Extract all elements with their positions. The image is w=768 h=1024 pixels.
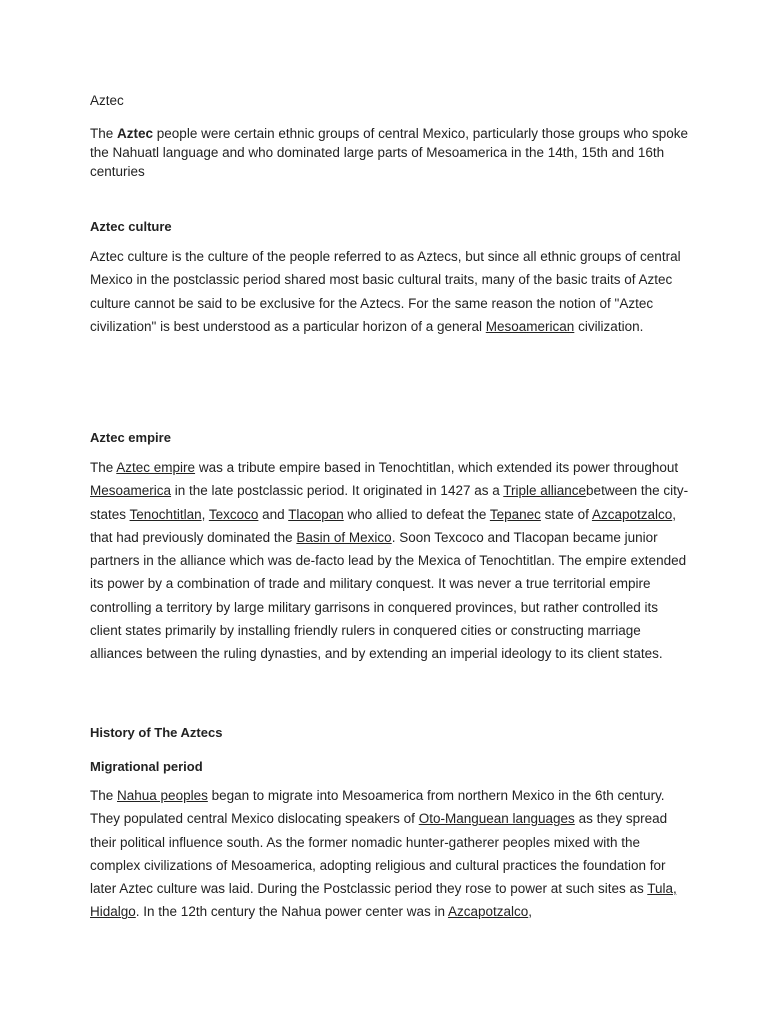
empire-text: was a tribute empire based in Tenochtitlan, which extended its power throughout [195, 460, 679, 475]
link-azcapotzalco-2[interactable]: Azcapotzalco [447, 904, 529, 920]
intro-paragraph [90, 124, 690, 181]
link-nahua-peoples[interactable]: Nahua peoples [117, 788, 208, 803]
link-triple-alliance[interactable]: Triple alliance [503, 483, 587, 499]
heading-aztec-empire: Aztec empire [90, 430, 171, 445]
migration-text: , [528, 904, 533, 920]
heading-history: History of The Aztecs [90, 725, 223, 740]
heading-migrational-period: Migrational period [90, 759, 203, 774]
empire-text: , that had previously dominated the [90, 506, 676, 545]
empire-text: , [201, 506, 209, 522]
empire-text: . Soon Texcoco and Tlacopan became junior partners in the alliance which was de-facto lead by the Mexica of Tenochtitlan. The empire extended its power by a combination of trade and military conquest. It was never a true territorial empire controlling a territory by large military garrisons in conquered provinces, but rather controlled its client states primarily by installing friendly rulers in conquered cities or constructing marriage alliances between the ruling dynasties, and by extending an imperial ideology to its client states. [90, 529, 687, 662]
link-tepanec[interactable]: Tepanec [489, 506, 541, 522]
link-tlacopan[interactable]: Tlacopan [288, 506, 344, 522]
link-aztec-empire[interactable]: Aztec empire [116, 460, 196, 475]
intro-bold-term: Aztec [117, 126, 154, 141]
culture-paragraph [90, 245, 690, 338]
culture-text: civilization. [574, 318, 644, 334]
empire-text: and [258, 506, 289, 522]
empire-text: state of [540, 506, 592, 522]
link-basin-of-mexico[interactable]: Basin of Mexico [296, 529, 392, 545]
empire-text: who allied to defeat the [343, 506, 490, 522]
empire-paragraph [90, 456, 690, 666]
link-azcapotzalco[interactable]: Azcapotzalco [591, 506, 673, 522]
migration-text: as they spread their political influence south. As the former nomadic hunter-gatherer peoples mixed with the complex civilizations of Mesoamerica, adopting religious and cultural practices the foundation for later Aztec culture was laid. During the Postclassic period they rose to power at such sites as [90, 811, 668, 897]
link-mesoamerican[interactable]: Mesoamerican [485, 318, 575, 334]
heading-aztec-culture: Aztec culture [90, 219, 172, 234]
migration-text: . In the 12th century the Nahua power center was in [135, 904, 448, 920]
link-tula-hidalgo[interactable]: Tula, Hidalgo [90, 881, 677, 920]
link-oto-manguean-languages[interactable]: Oto-Manguean languages [418, 811, 575, 827]
migration-paragraph [90, 784, 690, 924]
intro-text: people were certain ethnic groups of central Mexico, particularly those groups who spoke the Nahuatl language and who dominated large parts of Mesoamerica in the 14th, 15th and 16th centuries [90, 126, 689, 179]
link-texcoco[interactable]: Texcoco [208, 506, 259, 522]
migration-text: The [90, 788, 118, 803]
link-mesoamerica[interactable]: Mesoamerica [90, 483, 172, 499]
link-tenochtitlan[interactable]: Tenochtitlan [129, 506, 202, 522]
empire-text: The [90, 460, 117, 475]
intro-text: The [90, 126, 118, 141]
culture-text: Aztec culture is the culture of the people referred to as Aztecs, but since all ethnic groups of central Mexico in the postclassic period shared most basic cultural traits, many of the basic traits of Aztec culture cannot be said to be exclusive for the Aztecs. For the same reason the notion of "Aztec civilization" is best understood as a particular horizon of a general [90, 249, 681, 334]
document-title: Aztec [90, 93, 124, 108]
empire-text: between the city-states [90, 483, 689, 522]
empire-text: in the late postclassic period. It originated in 1427 as a [171, 483, 504, 499]
migration-text: began to migrate into Mesoamerica from northern Mexico in the 6th century. They populated central Mexico dislocating speakers of [90, 788, 665, 827]
